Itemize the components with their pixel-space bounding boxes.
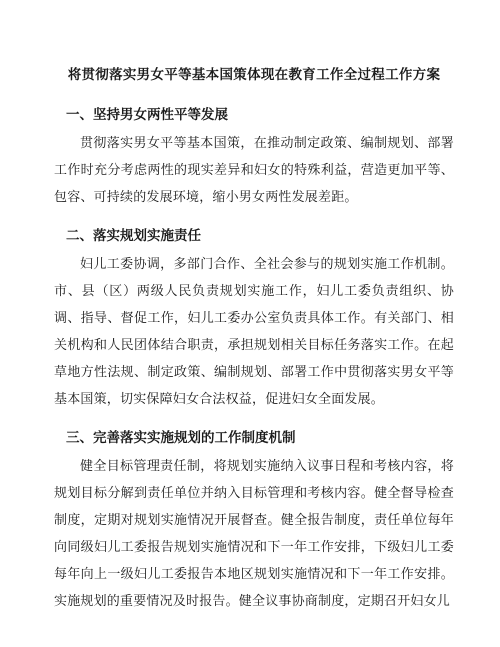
document-title: 将贯彻落实男女平等基本国策体现在教育工作全过程工作方案 xyxy=(67,67,441,83)
section-heading-2: 二、落实规划实施责任 xyxy=(66,228,201,244)
section-paragraph-3: 健全目标管理责任制，将规划实施纳入议事日程和考核内容，将规划目标分解到责任单位并纳入目标管理和考核内容。健全督导检查制度，定期对规划实施情况开展督查。健全报告制度，责任单位每年向同级妇儿工委报告规划实施情况和下一年工作安排，下级妇儿工委每年向上一级妇儿工委报告本地区规划实施情况和下一年工作安排。实施规划的重要情况及时报告。健全议事协商制度，定期召开妇女儿 xyxy=(54,459,454,609)
section-heading-1: 一、坚持男女两性平等发展 xyxy=(66,107,228,123)
section-heading-3: 三、完善落实实施规划的工作制度机制 xyxy=(66,430,296,446)
section-paragraph-1: 贯彻落实男女平等基本国策，在推动制定政策、编制规划、部署工作时充分考虑两性的现实差异和妇女的特殊利益，营造更加平等、包容、可持续的发展环境，缩小男女两性发展差距。 xyxy=(54,136,454,205)
section-paragraph-2: 妇儿工委协调，多部门合作、全社会参与的规划实施工作机制。市、县（区）两级人民负责规划实施工作，妇儿工委负责组织、协调、指导、督促工作，妇儿工委办公室负责具体工作。有关部门、相关机构和人民团体结合职责，承担规划相关目标任务落实工作。在起草地方性法规、制定政策、编制规划、部署工作中贯彻落实男女平等基本国策，切实保障妇女合法权益，促进妇女全面发展。 xyxy=(54,257,454,407)
